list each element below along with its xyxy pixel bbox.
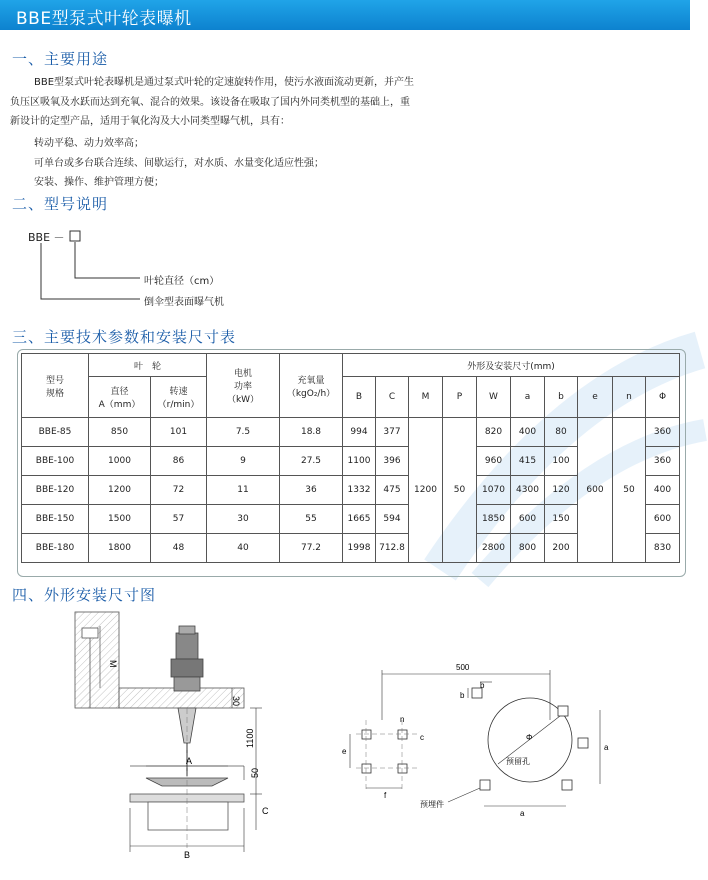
header-motor xyxy=(207,354,280,418)
label-impeller-diameter: 叶轮直径（cm） xyxy=(144,276,220,287)
dim-f: f xyxy=(384,791,387,800)
dim-c: c xyxy=(420,733,424,742)
dim-50: 50 xyxy=(250,767,260,778)
cell-a: 4300 xyxy=(511,476,545,505)
cell-power: 11 xyxy=(207,476,280,505)
cell-oxygen: 55 xyxy=(280,505,343,534)
header-impeller: 叶 轮 xyxy=(89,354,207,377)
cell-power: 40 xyxy=(207,534,280,563)
dim-b-side: b xyxy=(460,691,465,700)
cell-diameter: 1000 xyxy=(89,447,151,476)
cell-model: BBE-120 xyxy=(22,476,89,505)
dim-30: 30 xyxy=(231,696,241,707)
cell-diameter: 1200 xyxy=(89,476,151,505)
dim-A: A xyxy=(186,756,193,766)
model-code: BBE － xyxy=(28,231,65,244)
header-col-B: B xyxy=(343,377,376,418)
header-motor-text: 电机 xyxy=(233,369,252,379)
cell-W: 820 xyxy=(477,418,511,447)
cell-B: 1665 xyxy=(343,505,376,534)
label-reserved-hole: 预留孔 xyxy=(506,757,530,766)
cell-diameter: 1800 xyxy=(89,534,151,563)
cell-b: 150 xyxy=(545,505,578,534)
header-power-unit: （kW） xyxy=(226,395,260,405)
cell-B: 1332 xyxy=(343,476,376,505)
header-col-W: W xyxy=(477,377,511,418)
cell-a: 415 xyxy=(511,447,545,476)
section3-heading: 三、主要技术参数和安装尺寸表 xyxy=(12,328,237,346)
cell-M-merged: 1200 xyxy=(409,418,443,563)
dim-500: 500 xyxy=(456,663,470,672)
header-col-e: e xyxy=(578,377,613,418)
cell-C: 712.8 xyxy=(376,534,409,563)
cell-model: BBE-180 xyxy=(22,534,89,563)
label-aerator-type: 倒伞型表面曝气机 xyxy=(144,297,224,308)
header-col-M: M xyxy=(409,377,443,418)
header-speed-unit: （r/min） xyxy=(157,400,200,410)
cell-model: BBE-100 xyxy=(22,447,89,476)
header-model-text: 型号 xyxy=(45,375,64,386)
cell-oxygen: 27.5 xyxy=(280,447,343,476)
cell-model: BBE-85 xyxy=(22,418,89,447)
dim-C: C xyxy=(262,806,269,816)
section1-heading: 一、主要用途 xyxy=(12,50,109,68)
cell-phi: 360 xyxy=(646,447,680,476)
section4-heading: 四、外形安装尺寸图 xyxy=(12,586,157,604)
cell-C: 594 xyxy=(376,505,409,534)
cell-b: 200 xyxy=(545,534,578,563)
cell-speed: 57 xyxy=(151,505,207,534)
cell-W: 1070 xyxy=(477,476,511,505)
label-embedded-part: 预埋件 xyxy=(420,800,444,809)
section2-heading: 二、型号说明 xyxy=(12,195,109,213)
cell-C: 377 xyxy=(376,418,409,447)
cell-C: 396 xyxy=(376,447,409,476)
dim-b-top: b xyxy=(480,681,485,690)
cell-speed: 72 xyxy=(151,476,207,505)
cell-speed: 86 xyxy=(151,447,207,476)
cell-W: 960 xyxy=(477,447,511,476)
header-col-C: C xyxy=(376,377,409,418)
header-col-n: n xyxy=(613,377,646,418)
cell-P-merged: 50 xyxy=(443,418,477,563)
cell-diameter: 850 xyxy=(89,418,151,447)
cell-speed: 48 xyxy=(151,534,207,563)
header-col-phi: Φ xyxy=(646,377,680,418)
dim-1100: 1100 xyxy=(245,728,255,748)
header-col-P: P xyxy=(443,377,477,418)
cell-phi: 400 xyxy=(646,476,680,505)
feature-item: 安装、操作、维护管理方便； xyxy=(34,177,164,188)
header-oxygen-text: 充氧量 xyxy=(297,375,325,386)
parameter-table xyxy=(21,353,680,563)
dim-e: e xyxy=(342,747,347,756)
cell-C: 475 xyxy=(376,476,409,505)
header-dimensions: 外形及安装尺寸(mm) xyxy=(343,354,680,377)
cell-oxygen: 36 xyxy=(280,476,343,505)
cell-diameter: 1500 xyxy=(89,505,151,534)
cell-e-merged: 600 xyxy=(578,418,613,563)
cell-model: BBE-150 xyxy=(22,505,89,534)
feature-item: 转动平稳、动力效率高； xyxy=(34,138,144,149)
header-spec-text: 规格 xyxy=(45,388,64,399)
dim-M: M xyxy=(108,660,118,668)
cell-phi: 830 xyxy=(646,534,680,563)
cell-B: 1998 xyxy=(343,534,376,563)
cell-oxygen: 77.2 xyxy=(280,534,343,563)
header-diameter-text: 直径 xyxy=(110,387,129,397)
cell-B: 994 xyxy=(343,418,376,447)
header-col-a: a xyxy=(511,377,545,418)
title-bar xyxy=(0,0,690,30)
model-code-diagram xyxy=(0,220,300,315)
cell-power: 9 xyxy=(207,447,280,476)
elevation-drawing xyxy=(60,608,290,876)
cell-a: 400 xyxy=(511,418,545,447)
cell-n-merged: 50 xyxy=(613,418,646,563)
cell-b: 120 xyxy=(545,476,578,505)
header-speed xyxy=(151,377,207,418)
cell-speed: 101 xyxy=(151,418,207,447)
header-model xyxy=(22,354,89,418)
paragraph-line: BBE型泵式叶轮表曝机是通过泵式叶轮的定速旋转作用，使污水液面流动更新，并产生 xyxy=(34,77,415,88)
cell-a: 600 xyxy=(511,505,545,534)
header-oxygen xyxy=(280,354,343,418)
dim-phi: Φ xyxy=(526,733,533,742)
cell-W: 1850 xyxy=(477,505,511,534)
cell-a: 800 xyxy=(511,534,545,563)
cell-phi: 600 xyxy=(646,505,680,534)
header-speed-text: 转速 xyxy=(169,387,188,397)
cell-W: 2800 xyxy=(477,534,511,563)
header-diameter xyxy=(89,377,151,418)
paragraph-line: 负压区吸氧及水跃而达到充氧、混合的效果。该设备在吸取了国内外同类机型的基础上，重 xyxy=(10,96,410,108)
paragraph-line: 新设计的定型产品，适用于氧化沟及大小同类型曝气机，具有： xyxy=(10,116,290,127)
cell-power: 30 xyxy=(207,505,280,534)
dim-a-right: a xyxy=(604,743,609,752)
cell-phi: 360 xyxy=(646,418,680,447)
cell-B: 1100 xyxy=(343,447,376,476)
header-col-b: b xyxy=(545,377,578,418)
section1-paragraph xyxy=(10,73,480,132)
plan-drawing xyxy=(330,660,620,840)
dim-B: B xyxy=(184,850,191,860)
page-title: BBE型泵式叶轮表曝机 xyxy=(16,9,192,29)
cell-oxygen: 18.8 xyxy=(280,418,343,447)
dim-n: n xyxy=(400,715,405,724)
table-row xyxy=(22,418,680,447)
header-oxygen-unit: （kgO₂/h） xyxy=(286,388,336,399)
dim-a-bottom: a xyxy=(520,809,525,818)
cell-b: 80 xyxy=(545,418,578,447)
feature-item: 可单台或多台联合连续、间歇运行，对水质、水量变化适应性强； xyxy=(34,157,324,169)
header-power-text: 功率 xyxy=(233,382,252,392)
header-diameter-unit: A（mm） xyxy=(98,400,141,410)
feature-list xyxy=(34,134,324,193)
cell-power: 7.5 xyxy=(207,418,280,447)
cell-b: 100 xyxy=(545,447,578,476)
